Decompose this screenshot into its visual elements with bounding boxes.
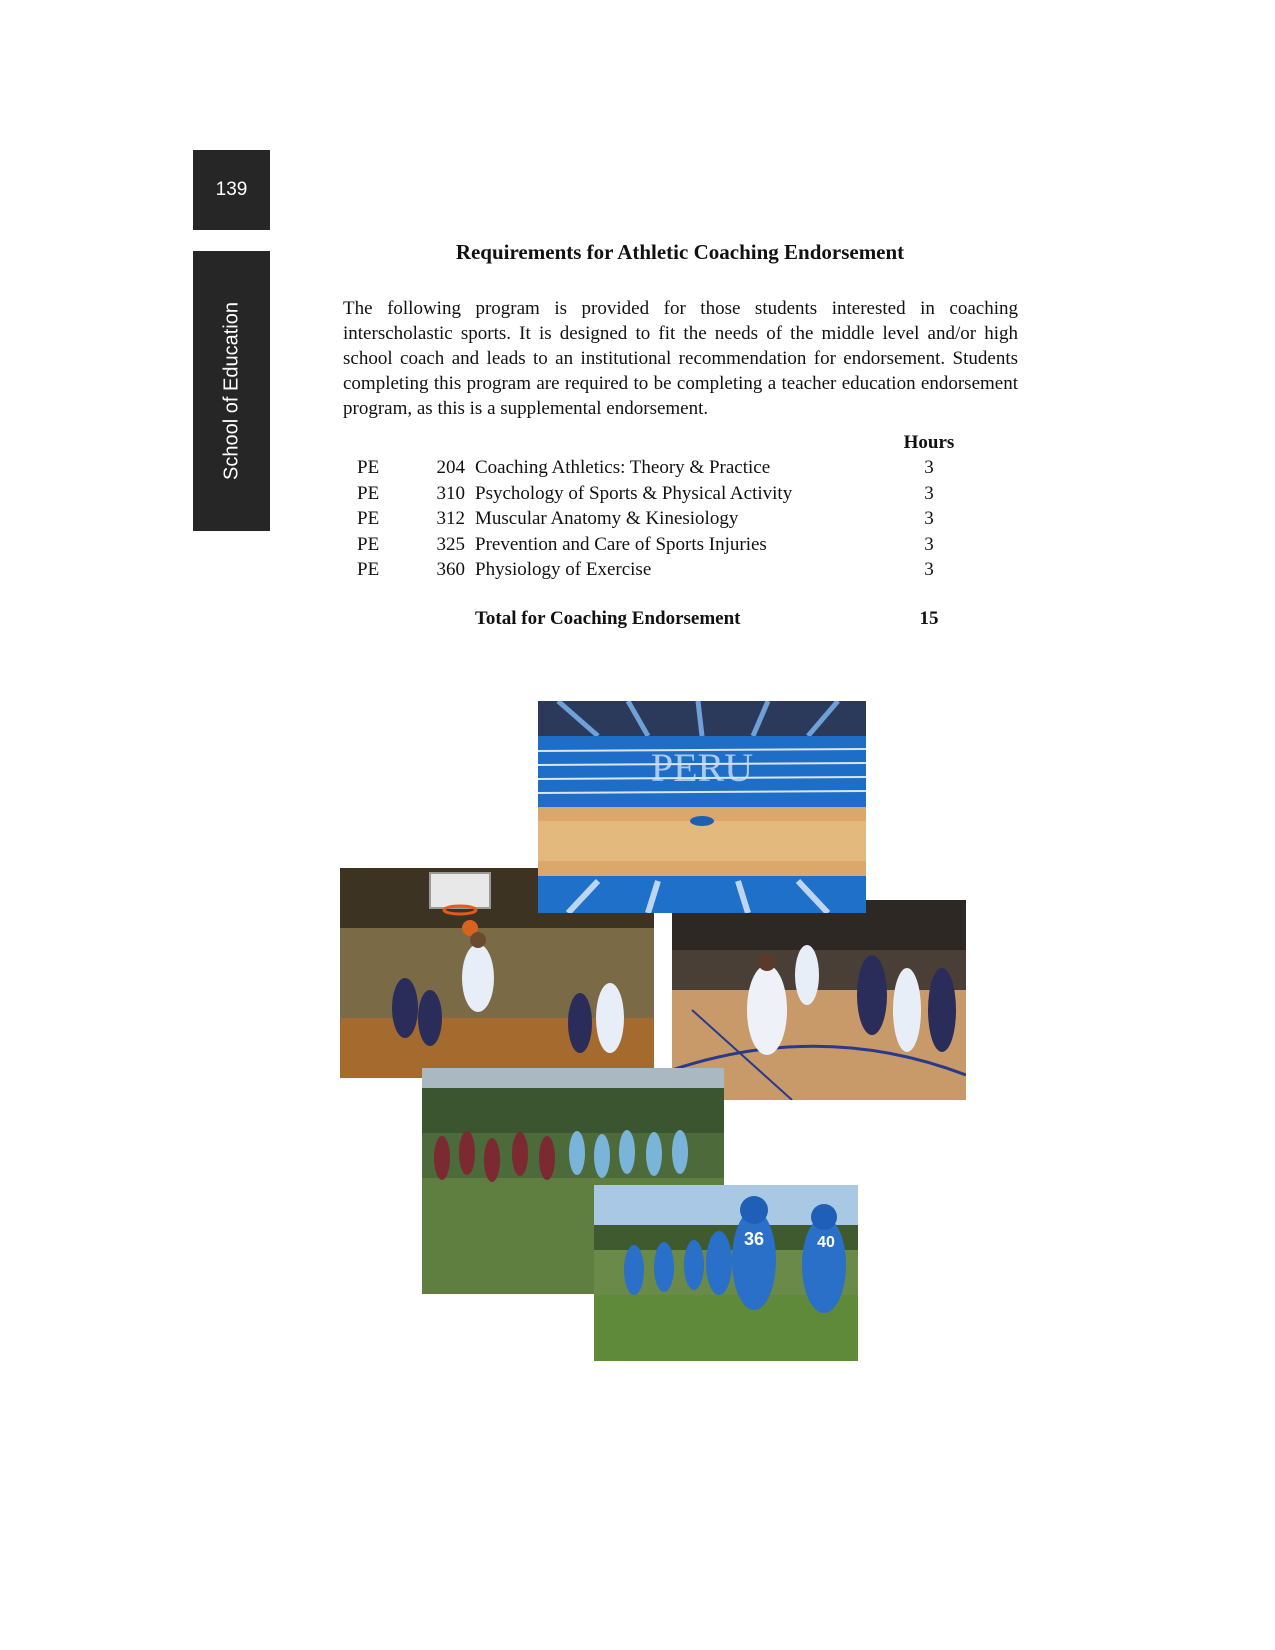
course-hours: 3	[924, 559, 934, 580]
page-number: 139	[215, 179, 248, 200]
total-hours: 15	[919, 608, 939, 629]
course-title: Muscular Anatomy & Kinesiology	[475, 508, 739, 529]
total-label: Total for Coaching Endorsement	[475, 608, 741, 629]
gym-banner-text: PERU	[650, 745, 754, 790]
football-team-photo	[594, 1185, 858, 1361]
course-dept: PE	[357, 559, 380, 580]
course-row	[343, 508, 973, 533]
course-row	[343, 483, 973, 508]
intro-paragraph: The following program is provided for those students interested in coaching interscholastic sports. It is designed to fit the needs of the middle level and/or high school coach and leads to an institutional recommendation for endorsement. Students completing this program are required to be completing a teacher education endorsement program, as this is a supplemental endorsement.	[343, 298, 1018, 419]
course-number: 360	[436, 559, 465, 580]
gymnasium-photo	[538, 701, 866, 913]
course-dept: PE	[357, 457, 380, 478]
course-hours: 3	[924, 534, 934, 555]
course-title: Prevention and Care of Sports Injuries	[475, 534, 767, 555]
course-row	[343, 559, 973, 584]
course-dept: PE	[357, 508, 380, 529]
course-title: Physiology of Exercise	[475, 559, 652, 580]
section-tab	[193, 251, 270, 531]
svg-text:40: 40	[817, 1234, 835, 1251]
course-dept: PE	[357, 483, 380, 504]
page-title: Requirements for Athletic Coaching Endorsement	[455, 240, 905, 264]
course-number: 310	[436, 483, 465, 504]
course-dept: PE	[357, 534, 380, 555]
course-title: Coaching Athletics: Theory & Practice	[475, 457, 771, 478]
course-number: 204	[436, 457, 465, 478]
course-hours: 3	[924, 508, 934, 529]
svg-text:36: 36	[743, 1229, 765, 1249]
course-row	[343, 457, 973, 482]
hours-header: Hours	[903, 432, 955, 453]
course-hours: 3	[924, 483, 934, 504]
course-row	[343, 534, 973, 559]
section-label: School of Education	[220, 302, 242, 480]
course-number: 312	[436, 508, 465, 529]
page-number-tab	[193, 150, 270, 230]
course-title: Psychology of Sports & Physical Activity	[475, 483, 793, 504]
course-hours: 3	[924, 457, 934, 478]
course-number: 325	[436, 534, 465, 555]
